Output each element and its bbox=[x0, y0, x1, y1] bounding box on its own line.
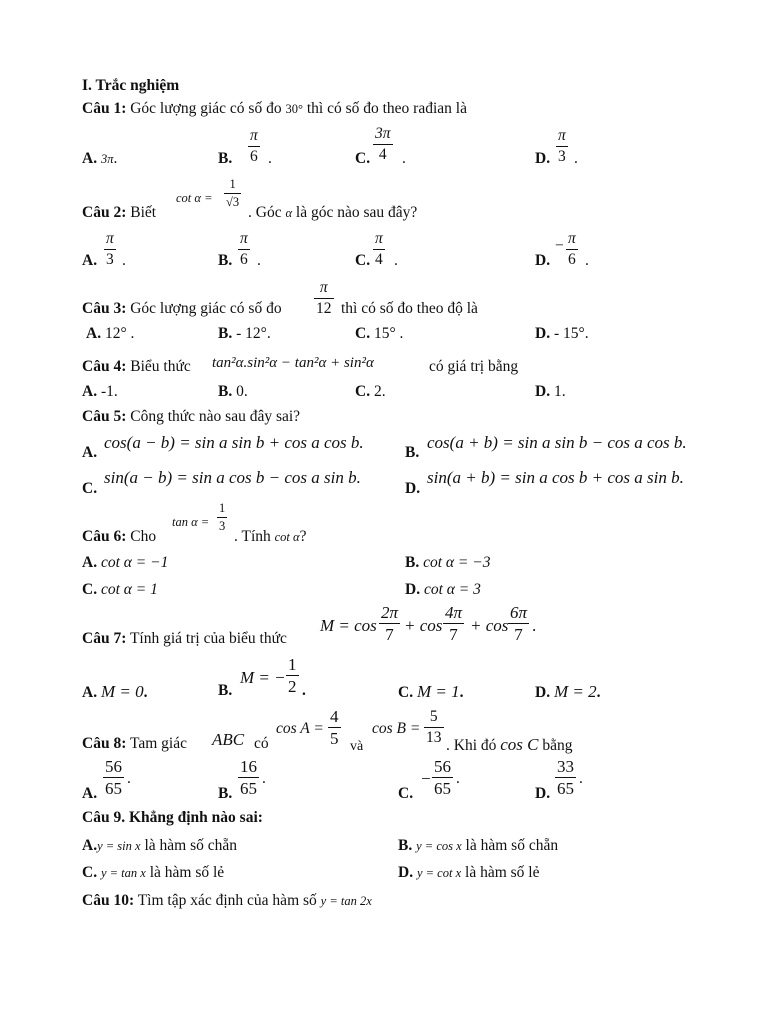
q8-text-b: có bbox=[254, 735, 269, 752]
q7-fraction-3 bbox=[508, 604, 529, 643]
q3-c-value: 15° . bbox=[373, 325, 404, 342]
q2-label: Câu 2: bbox=[82, 204, 127, 221]
q1-c-den: 4 bbox=[378, 145, 387, 163]
q3-option-b[interactable] bbox=[218, 326, 271, 342]
q1-degree: 30° bbox=[285, 102, 303, 116]
q9-c-label: C. bbox=[82, 864, 98, 881]
q8-option-a-label[interactable]: A. bbox=[82, 785, 98, 802]
q1-d-tail: . bbox=[574, 150, 578, 167]
q4-stem bbox=[82, 359, 191, 375]
q8-opt-a-num: 56 bbox=[105, 757, 122, 776]
q8-opt-c-num: 56 bbox=[434, 757, 451, 776]
q7-tail: . bbox=[532, 616, 537, 635]
q2-d-num: π bbox=[568, 230, 576, 247]
q4-a-label: A. bbox=[82, 383, 98, 400]
q3-b-label: B. bbox=[218, 325, 233, 342]
q2-b-tail: . bbox=[257, 252, 261, 269]
q8-option-d-fraction bbox=[555, 758, 576, 797]
q4-expression: tan²α.sin²α − tan²α + sin²α bbox=[212, 355, 374, 371]
q7-c-label: C. bbox=[398, 684, 414, 701]
q1-text-a: Góc lượng giác có số đo bbox=[130, 100, 282, 117]
q1-stem bbox=[82, 101, 467, 117]
q7-f2-num: 4π bbox=[445, 603, 463, 622]
q2-fraction bbox=[224, 178, 241, 208]
q8-fraction-a bbox=[328, 708, 341, 747]
q8-c-tail: . bbox=[456, 770, 460, 787]
q4-b-label: B. bbox=[218, 383, 233, 400]
q2-c-tail: . bbox=[394, 252, 398, 269]
q4-option-a[interactable] bbox=[82, 384, 118, 400]
q2-option-c-fraction bbox=[373, 231, 385, 267]
q7-b-tail: . bbox=[302, 682, 306, 699]
q5-a-formula: cos(a − b) = sin a sin b + cos a cos b. bbox=[104, 433, 364, 452]
q5-option-d-label[interactable]: D. bbox=[405, 480, 421, 497]
q8-opt-c-den: 65 bbox=[434, 779, 451, 798]
q6-text-b: . Tính bbox=[234, 528, 271, 545]
q7-c-value: M = 1 bbox=[416, 682, 460, 701]
q7-plus-2: + cos bbox=[470, 616, 509, 635]
q6-d-value: cot α = 3 bbox=[423, 581, 481, 598]
q8-c-sign: − bbox=[421, 769, 431, 788]
q5-d-formula: sin(a + b) = sin a cos b + cos a sin b. bbox=[427, 468, 684, 487]
q8-stem-end bbox=[446, 736, 573, 754]
q2-den: √3 bbox=[226, 194, 240, 209]
q2-num: 1 bbox=[229, 177, 236, 191]
q2-c-num: π bbox=[375, 230, 383, 247]
q7-plus-1: + cos bbox=[404, 616, 443, 635]
q9-stem bbox=[82, 810, 263, 826]
q3-a-label: A. bbox=[86, 325, 102, 342]
q1-option-b-label[interactable]: B. bbox=[218, 150, 233, 167]
q8-triangle: ABC bbox=[212, 730, 245, 749]
q7-option-b-fraction bbox=[286, 656, 299, 695]
q2-stem-start bbox=[82, 205, 156, 221]
q8-cos-c: cos C bbox=[500, 735, 539, 754]
q4-option-d[interactable] bbox=[535, 384, 566, 400]
q8-label: Câu 8: bbox=[82, 735, 127, 752]
q1-option-d-label[interactable]: D. bbox=[535, 150, 551, 167]
q4-option-b[interactable] bbox=[218, 384, 248, 400]
q9-c-text: là hàm số lẻ bbox=[149, 864, 225, 881]
q9-d-func: y = cot x bbox=[416, 866, 462, 880]
q1-option-b-fraction bbox=[248, 128, 260, 164]
q1-option-c-label[interactable]: C. bbox=[355, 150, 371, 167]
q4-label: Câu 4: bbox=[82, 358, 127, 375]
q7-option-d[interactable] bbox=[535, 683, 600, 701]
q6-question-mark: ? bbox=[299, 528, 307, 545]
q1-b-tail: . bbox=[268, 150, 272, 167]
q8-opt-b-num: 16 bbox=[240, 757, 257, 776]
q8-b-tail: . bbox=[262, 770, 266, 787]
q9-text: Khẳng định nào sai: bbox=[128, 809, 263, 826]
q3-option-a[interactable] bbox=[86, 326, 134, 342]
q6-b-label: B. bbox=[405, 554, 420, 571]
q9-d-label: D. bbox=[398, 864, 414, 881]
q6-b-value: cot α = −3 bbox=[423, 554, 491, 571]
q8-option-b-label[interactable]: B. bbox=[218, 785, 233, 802]
q10-func: y = tan 2x bbox=[320, 894, 372, 908]
q7-option-a[interactable] bbox=[82, 683, 147, 701]
q8-text-a: Tam giác bbox=[129, 735, 187, 752]
q8-option-a-fraction bbox=[103, 758, 124, 797]
q8-cos-a: cos A = bbox=[276, 720, 324, 737]
q7-fraction-1 bbox=[379, 604, 400, 643]
q7-a-tail: . bbox=[143, 684, 148, 701]
q9-a-text: là hàm số chẵn bbox=[144, 837, 237, 854]
q10-label: Câu 10: bbox=[82, 892, 135, 909]
q8-d-tail: . bbox=[579, 770, 583, 787]
q8-text-c: . Khi đó bbox=[446, 737, 497, 754]
q1-label: Câu 1: bbox=[82, 100, 127, 117]
q5-stem bbox=[82, 409, 300, 425]
q7-c-tail: . bbox=[459, 684, 464, 701]
q6-tan-lhs: tan α = bbox=[172, 515, 210, 529]
q6-option-b[interactable] bbox=[405, 555, 490, 571]
q5-b-formula: cos(a + b) = sin a sin b − cos a cos b. bbox=[427, 433, 687, 452]
q5-option-a-label[interactable]: A. bbox=[82, 444, 98, 461]
q2-alpha: α bbox=[285, 206, 293, 220]
q1-a-tail: . bbox=[113, 150, 118, 167]
q4-b-value: 0. bbox=[236, 383, 248, 400]
q4-d-label: D. bbox=[535, 383, 551, 400]
q4-text-a: Biểu thức bbox=[130, 358, 191, 375]
q1-option-c-fraction bbox=[373, 126, 393, 162]
q3-text-a: Góc lượng giác có số đo bbox=[130, 300, 282, 317]
q6-d-label: D. bbox=[405, 581, 421, 598]
q10-stem bbox=[82, 893, 372, 909]
q4-c-value: 2. bbox=[373, 383, 386, 400]
q2-option-c-label[interactable]: C. bbox=[355, 252, 371, 269]
q5-option-b-label[interactable]: B. bbox=[405, 444, 420, 461]
q2-a-den: 3 bbox=[106, 250, 114, 268]
q3-d-label: D. bbox=[535, 325, 551, 342]
q6-label: Câu 6: bbox=[82, 528, 127, 545]
q1-d-den: 3 bbox=[558, 147, 566, 165]
q1-a-value: 3π bbox=[100, 152, 114, 166]
q7-lhs: M = cos bbox=[320, 616, 377, 635]
q6-stem-start bbox=[82, 529, 156, 545]
q2-c-den: 4 bbox=[375, 250, 383, 268]
q6-fraction bbox=[217, 502, 227, 532]
q8-opt-b-den: 65 bbox=[240, 779, 257, 798]
q3-b-value: - 12°. bbox=[236, 325, 271, 342]
q2-d-sign: − bbox=[555, 237, 564, 254]
q1-c-tail: . bbox=[402, 150, 406, 167]
q9-b-func: y = cos x bbox=[416, 839, 462, 853]
q3-text-b: thì có số đo theo độ là bbox=[341, 300, 478, 317]
q10-text: Tìm tập xác định của hàm số bbox=[137, 892, 317, 909]
q2-option-d-label[interactable]: D. bbox=[535, 252, 551, 269]
q2-d-den: 6 bbox=[568, 250, 576, 268]
q1-text-b: thì có số đo theo rađian là bbox=[306, 100, 467, 117]
section-title: I. Trắc nghiệm bbox=[82, 77, 180, 94]
q1-option-a[interactable] bbox=[82, 151, 117, 167]
q7-f1-num: 2π bbox=[381, 603, 399, 622]
q2-b-num: π bbox=[240, 230, 248, 247]
q6-num: 1 bbox=[219, 501, 226, 515]
q1-option-d-fraction bbox=[556, 128, 568, 164]
q9-option-d[interactable] bbox=[398, 865, 539, 881]
q1-d-num: π bbox=[558, 127, 566, 144]
q9-b-text: là hàm số chẵn bbox=[465, 837, 559, 854]
q2-option-a-label[interactable]: A. bbox=[82, 252, 98, 269]
q4-c-label: C. bbox=[355, 383, 371, 400]
q6-cot: cot α bbox=[274, 530, 300, 544]
q8-a-num: 4 bbox=[330, 707, 339, 726]
q6-stem-end bbox=[234, 529, 306, 545]
q8-option-d-label[interactable]: D. bbox=[535, 785, 551, 802]
q6-a-value: cot α = −1 bbox=[100, 554, 169, 571]
q9-label: Câu 9. bbox=[82, 809, 126, 826]
q2-option-b-label[interactable]: B. bbox=[218, 252, 233, 269]
q6-option-c[interactable] bbox=[82, 582, 158, 598]
q1-a-label: A. bbox=[82, 150, 98, 167]
q9-d-text: là hàm số lẻ bbox=[465, 864, 540, 881]
q8-opt-d-num: 33 bbox=[557, 757, 574, 776]
q2-text-a: Biết bbox=[130, 204, 157, 221]
q2-a-tail: . bbox=[122, 252, 126, 269]
q3-label: Câu 3: bbox=[82, 300, 127, 317]
q9-a-label: A. bbox=[82, 837, 98, 854]
q8-option-b-fraction bbox=[238, 758, 259, 797]
q7-d-tail: . bbox=[596, 684, 601, 701]
q9-option-b[interactable] bbox=[398, 838, 558, 854]
q7-a-value: M = 0 bbox=[100, 682, 144, 701]
q9-option-a[interactable] bbox=[82, 838, 237, 854]
q1-b-den: 6 bbox=[250, 147, 258, 165]
q7-b-num: 1 bbox=[288, 655, 297, 674]
q3-c-label: C. bbox=[355, 325, 371, 342]
q8-opt-d-den: 65 bbox=[557, 779, 574, 798]
q8-option-c-label[interactable]: C. bbox=[398, 785, 414, 802]
q3-num: π bbox=[319, 279, 328, 296]
q9-option-c[interactable] bbox=[82, 865, 224, 881]
q7-fraction-2 bbox=[443, 604, 464, 643]
q9-a-func: y = sin x bbox=[97, 839, 141, 853]
q2-text-c: là góc nào sau đây? bbox=[295, 204, 418, 221]
q4-text-b: có giá trị bằng bbox=[429, 358, 519, 375]
q6-option-d[interactable] bbox=[405, 582, 481, 598]
q7-f3-den: 7 bbox=[514, 625, 523, 644]
q8-b-den: 13 bbox=[426, 728, 442, 746]
q7-stem bbox=[82, 631, 287, 647]
q6-option-a[interactable] bbox=[82, 555, 168, 571]
q3-stem-start bbox=[82, 301, 282, 317]
q3-a-value: 12° . bbox=[104, 325, 135, 342]
q7-b-den: 2 bbox=[288, 677, 297, 696]
q5-c-formula: sin(a − b) = sin a cos b − cos a sin b. bbox=[104, 468, 361, 487]
q2-b-den: 6 bbox=[240, 250, 248, 268]
q7-f1-den: 7 bbox=[385, 625, 394, 644]
q8-cos-b: cos B = bbox=[372, 720, 421, 737]
q4-option-c[interactable] bbox=[355, 384, 386, 400]
q8-a-tail: . bbox=[127, 770, 131, 787]
q7-text: Tính giá trị của biểu thức bbox=[129, 630, 287, 647]
q2-option-d-fraction bbox=[566, 231, 578, 267]
q2-cot-lhs: cot α = bbox=[176, 191, 213, 205]
q8-text-d: bằng bbox=[542, 737, 573, 754]
q6-c-value: cot α = 1 bbox=[100, 581, 158, 598]
q5-text: Công thức nào sau đây sai? bbox=[130, 408, 301, 425]
q6-den: 3 bbox=[219, 518, 226, 533]
q8-opt-a-den: 65 bbox=[105, 779, 122, 798]
q1-c-num: 3π bbox=[375, 125, 391, 142]
q7-d-label: D. bbox=[535, 684, 551, 701]
q7-f2-den: 7 bbox=[449, 625, 458, 644]
q5-option-c-label[interactable]: C. bbox=[82, 480, 98, 497]
q2-d-tail: . bbox=[585, 252, 589, 269]
q7-a-label: A. bbox=[82, 684, 98, 701]
q6-text-a: Cho bbox=[130, 528, 157, 545]
q7-d-value: M = 2 bbox=[553, 682, 597, 701]
q7-option-c[interactable] bbox=[398, 683, 463, 701]
q9-c-func: y = tan x bbox=[100, 866, 146, 880]
q3-fraction bbox=[314, 280, 334, 316]
q1-b-num: π bbox=[250, 127, 258, 144]
q8-b-num: 5 bbox=[429, 708, 438, 725]
q2-option-b-fraction bbox=[238, 231, 250, 267]
q8-option-c-fraction bbox=[432, 758, 453, 797]
q7-b-lhs: M = − bbox=[240, 668, 286, 687]
q6-a-label: A. bbox=[82, 554, 98, 571]
q9-b-label: B. bbox=[398, 837, 413, 854]
q3-d-value: - 15°. bbox=[553, 325, 589, 342]
q2-stem-end bbox=[248, 205, 417, 221]
q4-a-value: -1. bbox=[100, 383, 118, 400]
q2-a-num: π bbox=[106, 230, 114, 247]
q8-fraction-b bbox=[424, 709, 444, 745]
q7-label: Câu 7: bbox=[82, 630, 127, 647]
q8-a-den: 5 bbox=[330, 729, 339, 748]
q4-d-value: 1. bbox=[553, 383, 566, 400]
q3-option-d[interactable] bbox=[535, 326, 589, 342]
q2-option-a-fraction bbox=[104, 231, 116, 267]
q7-f3-num: 6π bbox=[510, 603, 528, 622]
q2-text-b: . Góc bbox=[248, 204, 282, 221]
q7-option-b-label[interactable]: B. bbox=[218, 682, 233, 699]
q3-option-c[interactable] bbox=[355, 326, 403, 342]
q5-label: Câu 5: bbox=[82, 408, 127, 425]
q3-den: 12 bbox=[316, 299, 332, 317]
q6-c-label: C. bbox=[82, 581, 98, 598]
q8-and: và bbox=[350, 739, 364, 754]
q8-stem-start bbox=[82, 736, 187, 752]
